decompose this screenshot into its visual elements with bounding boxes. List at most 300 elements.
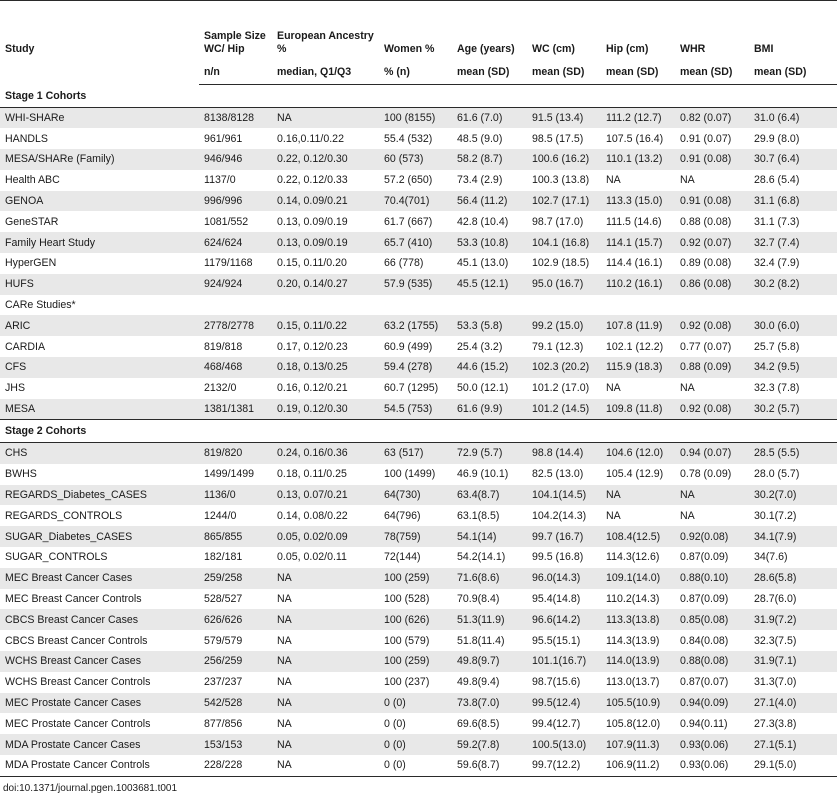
cell-sample-size: 819/820 — [199, 442, 272, 463]
cell-bmi: 31.1 (6.8) — [749, 191, 837, 212]
cell-women: 60.9 (499) — [384, 340, 433, 353]
cell-women: 66 (778) — [384, 257, 424, 270]
table-row — [0, 211, 837, 232]
cell-women: 100 (626) — [379, 609, 452, 630]
cell-women: 65.7 (410) — [379, 232, 452, 253]
cell-bmi: 34.1(7.9) — [749, 526, 837, 547]
cell-study: CHS — [0, 442, 199, 463]
subheader-sample-size: n/n — [199, 59, 272, 85]
cell-wc: 102.7 (17.1) — [527, 191, 601, 212]
cell-hip: NA — [606, 509, 621, 522]
cell-women: 100 (259) — [379, 651, 452, 672]
cell-whr: NA — [680, 509, 695, 522]
table-row — [0, 128, 837, 149]
cell-study: SUGAR_Diabetes_CASES — [0, 526, 199, 547]
header-wc: WC (cm) — [532, 43, 575, 55]
cell-hip: 107.5 (16.4) — [606, 132, 664, 145]
cell-wc: 101.2 (14.5) — [527, 399, 601, 420]
cell-hip: 106.9(11.2) — [601, 755, 675, 776]
cell-sample-size: 1136/0 — [199, 485, 272, 506]
cell-women: 54.5 (753) — [379, 399, 452, 420]
cell-women: 100 (528) — [384, 592, 430, 605]
table-row — [0, 693, 837, 714]
cell-age: 61.6 (7.0) — [452, 107, 527, 128]
cell-whr: 0.93(0.06) — [675, 755, 749, 776]
cell-hip: 102.1 (12.2) — [606, 340, 664, 353]
cell-age: 61.6 (9.9) — [452, 399, 527, 420]
cell-sample-size: 865/855 — [199, 526, 272, 547]
cell-wc: 99.7 (16.7) — [527, 526, 601, 547]
cell-whr: 0.91 (0.08) — [675, 149, 749, 170]
cell-ancestry: NA — [272, 734, 379, 755]
cell-sample-size: 1499/1499 — [204, 468, 255, 481]
cell-hip: 105.5(10.9) — [601, 693, 675, 714]
section-label: Stage 1 Cohorts — [0, 85, 837, 108]
cell-study: REGARDS_CONTROLS — [5, 509, 123, 522]
cell-age: 69.6(8.5) — [457, 717, 500, 730]
cell-hip: 111.2 (12.7) — [601, 107, 675, 128]
cell-bmi: 32.7 (7.4) — [749, 232, 837, 253]
cell-study: SUGAR_CONTROLS — [5, 551, 108, 564]
cell-sample-size: 1244/0 — [204, 509, 237, 522]
table-row — [0, 149, 837, 170]
table-row — [0, 630, 837, 651]
cell-study: MESA/SHARe (Family) — [0, 149, 199, 170]
cell-study: WCHS Breast Cancer Cases — [0, 651, 199, 672]
cell-hip: 114.0(13.9) — [601, 651, 675, 672]
table-row — [0, 170, 837, 191]
cell-women: 78(759) — [379, 526, 452, 547]
cell-bmi: 28.6 (5.4) — [754, 174, 800, 187]
cell-ancestry: 0.16,0.11/0.22 — [277, 132, 344, 145]
cell-study: CARDIA — [5, 340, 46, 353]
cell-wc: 98.5 (17.5) — [532, 132, 584, 145]
cell-women: 60 (573) — [379, 149, 452, 170]
cell-hip: NA — [606, 174, 621, 187]
cell-hip: 107.9(11.3) — [601, 734, 675, 755]
cell-study: BWHS — [5, 468, 37, 481]
subgroup-label-row — [0, 295, 837, 316]
cell-whr: 0.92 (0.08) — [675, 399, 749, 420]
cell-hip: 105.8(12.0) — [606, 717, 661, 730]
cell-hip: 110.2 (16.1) — [601, 274, 675, 295]
cell-wc: 95.0 (16.7) — [527, 274, 601, 295]
cell-bmi: 29.1(5.0) — [749, 755, 837, 776]
cell-wc: 98.7(15.6) — [532, 676, 581, 689]
subheader-whr: mean (SD) — [675, 59, 749, 85]
cell-women: 63.2 (1755) — [379, 315, 452, 336]
cell-sample-size: 946/946 — [199, 149, 272, 170]
subheader-women: % (n) — [379, 59, 452, 85]
cell-whr: 0.87(0.07) — [680, 676, 729, 689]
cell-age: 49.8(9.7) — [452, 651, 527, 672]
header-whr: WHR — [680, 43, 706, 55]
cell-age: 73.8(7.0) — [452, 693, 527, 714]
table-row — [0, 336, 837, 357]
cell-sample-size: 259/258 — [199, 568, 272, 589]
table-row — [0, 232, 837, 253]
cell-whr: 0.92 (0.07) — [675, 232, 749, 253]
section-label: Stage 2 Cohorts — [0, 420, 837, 443]
cell-bmi: 34(7.6) — [754, 551, 788, 564]
table-row — [0, 568, 837, 589]
cell-whr: 0.88 (0.08) — [680, 215, 732, 228]
cell-sample-size: 819/818 — [204, 340, 243, 353]
cell-sample-size: 1081/552 — [204, 215, 249, 228]
cell-bmi: 31.9(7.2) — [749, 609, 837, 630]
subheader-hip: mean (SD) — [601, 59, 675, 85]
cell-whr: 0.87(0.09) — [680, 592, 729, 605]
header-ancestry: European Ancestry % — [277, 30, 374, 55]
cell-study: WCHS Breast Cancer Controls — [5, 676, 151, 689]
cell-ancestry: NA — [272, 568, 379, 589]
table-row — [0, 651, 837, 672]
cell-age: 48.5 (9.0) — [457, 132, 503, 145]
cell-wc: 99.2 (15.0) — [527, 315, 601, 336]
cell-ancestry: 0.16, 0.12/0.21 — [277, 382, 348, 395]
cell-hip: NA — [606, 382, 621, 395]
cell-study: HyperGEN — [5, 257, 57, 270]
cell-sample-size: 256/259 — [199, 651, 272, 672]
cell-age: 46.9 (10.1) — [457, 468, 509, 481]
cell-age: 56.4 (11.2) — [452, 191, 527, 212]
cell-ancestry: NA — [272, 693, 379, 714]
cell-wc: 99.5(12.4) — [527, 693, 601, 714]
cell-women: 60.7 (1295) — [384, 382, 439, 395]
cell-study: Family Heart Study — [0, 232, 199, 253]
cell-whr: 0.82 (0.07) — [675, 107, 749, 128]
cell-bmi: 32.3 (7.8) — [754, 382, 800, 395]
cell-wc: 100.6 (16.2) — [527, 149, 601, 170]
cell-women: 57.9 (535) — [379, 274, 452, 295]
top-rule — [0, 0, 837, 1]
cell-hip: 115.9 (18.3) — [601, 357, 675, 378]
cell-ancestry: 0.22, 0.12/0.33 — [277, 174, 348, 187]
cell-ancestry: 0.13, 0.09/0.19 — [277, 215, 348, 228]
cell-ancestry: 0.19, 0.12/0.30 — [272, 399, 379, 420]
table-row — [0, 485, 837, 506]
table-row — [0, 274, 837, 295]
cell-study: ARIC — [0, 315, 199, 336]
table-row — [0, 547, 837, 568]
cell-study: MESA — [0, 399, 199, 420]
table-row — [0, 755, 837, 776]
cell-ancestry: 0.22, 0.12/0.30 — [272, 149, 379, 170]
cell-women: 100 (579) — [384, 634, 430, 647]
cell-whr: 0.94(0.09) — [675, 693, 749, 714]
cell-women: 0 (0) — [384, 717, 406, 730]
cell-whr: 0.91 (0.08) — [675, 191, 749, 212]
cell-bmi: 28.5 (5.5) — [749, 442, 837, 463]
cell-age: 58.2 (8.7) — [452, 149, 527, 170]
cell-sample-size: 924/924 — [199, 274, 272, 295]
cell-bmi: 30.2 (5.7) — [749, 399, 837, 420]
cell-age: 51.3(11.9) — [452, 609, 527, 630]
table-row — [0, 378, 837, 399]
cell-wc: 104.1 (16.8) — [527, 232, 601, 253]
cell-hip: 114.3(12.6) — [606, 551, 660, 564]
cell-age: 25.4 (3.2) — [457, 340, 503, 353]
cell-wc: 99.4(12.7) — [532, 717, 581, 730]
cell-women: 64(730) — [379, 485, 452, 506]
cell-hip: 107.8 (11.9) — [601, 315, 675, 336]
cell-wc: 91.5 (13.4) — [527, 107, 601, 128]
cell-women: 63 (517) — [379, 442, 452, 463]
cell-ancestry: 0.05, 0.02/0.09 — [272, 526, 379, 547]
cell-wc: 79.1 (12.3) — [532, 340, 584, 353]
cell-whr: 0.92 (0.08) — [675, 315, 749, 336]
cell-sample-size: 468/468 — [199, 357, 272, 378]
cell-wc: 95.4(14.8) — [532, 592, 581, 605]
cell-study: Health ABC — [5, 174, 60, 187]
cell-sample-size: 1179/1168 — [204, 257, 253, 270]
cell-bmi: 27.1(4.0) — [749, 693, 837, 714]
cell-ancestry: NA — [277, 676, 292, 689]
header-study: Study — [5, 43, 35, 55]
cell-wc: 96.6(14.2) — [527, 609, 601, 630]
cell-women: 100 (1499) — [384, 468, 436, 481]
table-row — [0, 505, 837, 526]
cell-sample-size: 2132/0 — [204, 382, 237, 395]
cell-study: GeneSTAR — [5, 215, 59, 228]
cell-sample-size: 237/237 — [204, 676, 243, 689]
cell-whr: 0.88 (0.09) — [675, 357, 749, 378]
cell-hip: 113.0(13.7) — [606, 676, 660, 689]
cell-ancestry: 0.18, 0.13/0.25 — [272, 357, 379, 378]
cell-study: MDA Prostate Cancer Controls — [0, 755, 199, 776]
subheader-bmi: mean (SD) — [749, 59, 837, 85]
cell-sample-size: 153/153 — [199, 734, 272, 755]
cell-sample-size: 542/528 — [199, 693, 272, 714]
table-row — [0, 672, 837, 693]
cell-sample-size: 961/961 — [204, 132, 243, 145]
cell-women: 0 (0) — [379, 755, 452, 776]
cell-hip: 109.1(14.0) — [601, 568, 675, 589]
subheader-wc: mean (SD) — [527, 59, 601, 85]
cell-wc: 82.5 (13.0) — [532, 468, 584, 481]
table-row — [0, 253, 837, 274]
cell-wc: 95.5(15.1) — [532, 634, 581, 647]
cell-bmi: 27.1(5.1) — [749, 734, 837, 755]
cell-whr: 0.93(0.06) — [675, 734, 749, 755]
doi-caption: doi:10.1371/journal.pgen.1003681.t001 — [3, 783, 178, 794]
cell-sample-size: 996/996 — [199, 191, 272, 212]
cell-sample-size: 1137/0 — [204, 174, 236, 187]
table-row — [0, 464, 837, 485]
table-row — [0, 734, 837, 755]
cell-age: 53.3 (10.8) — [452, 232, 527, 253]
cell-hip: 114.3(13.9) — [606, 634, 660, 647]
cell-wc: 100.3 (13.8) — [532, 174, 590, 187]
cell-bmi: 34.2 (9.5) — [749, 357, 837, 378]
table-body — [0, 85, 837, 777]
cell-women: 55.4 (532) — [384, 132, 433, 145]
cell-hip: 114.4 (16.1) — [606, 257, 663, 270]
header-row — [0, 0, 837, 59]
cell-bmi: 31.9(7.1) — [749, 651, 837, 672]
header-sample-size: Sample Size WC/ Hip — [204, 30, 266, 55]
cell-whr: 0.85(0.08) — [675, 609, 749, 630]
cell-age: 72.9 (5.7) — [452, 442, 527, 463]
cell-ancestry: NA — [277, 592, 292, 605]
cell-wc: 100.5(13.0) — [527, 734, 601, 755]
cell-age: 70.9(8.4) — [457, 592, 500, 605]
subheader-age: mean (SD) — [452, 59, 527, 85]
cell-study: MEC Breast Cancer Controls — [5, 592, 142, 605]
cell-bmi: 28.6(5.8) — [749, 568, 837, 589]
cell-whr: 0.84(0.08) — [680, 634, 729, 647]
cell-bmi: 30.7 (6.4) — [749, 149, 837, 170]
cell-age: 54.1(14) — [452, 526, 527, 547]
table-row — [0, 713, 837, 734]
cell-women: 100 (237) — [384, 676, 430, 689]
cell-sample-size: 877/856 — [204, 717, 243, 730]
cell-age: 45.1 (13.0) — [457, 257, 509, 270]
cell-study: HANDLS — [5, 132, 48, 145]
cell-age: 50.0 (12.1) — [457, 382, 509, 395]
cell-whr: 0.89 (0.08) — [680, 257, 732, 270]
cell-whr: 0.92(0.08) — [675, 526, 749, 547]
cell-hip: 104.6 (12.0) — [601, 442, 675, 463]
cell-sample-size: 1381/1381 — [199, 399, 272, 420]
cell-study: MDA Prostate Cancer Cases — [0, 734, 199, 755]
cell-wc: 99.5 (16.8) — [532, 551, 584, 564]
header-hip: Hip (cm) — [606, 43, 649, 55]
table-row — [0, 315, 837, 336]
cell-hip: 109.8 (11.8) — [601, 399, 675, 420]
cell-bmi: 32.4 (7.9) — [754, 257, 800, 270]
section-header-row — [0, 85, 837, 108]
cell-bmi: 30.2(7.0) — [749, 485, 837, 506]
cell-study: CFS — [0, 357, 199, 378]
cell-women: 70.4(701) — [379, 191, 452, 212]
cell-wc: 104.2(14.3) — [532, 509, 587, 522]
cell-bmi: 25.7 (5.8) — [754, 340, 800, 353]
table-row — [0, 589, 837, 610]
header-age: Age (years) — [457, 43, 515, 55]
subheader-ancestry: median, Q1/Q3 — [272, 59, 379, 85]
table-row — [0, 107, 837, 128]
cell-hip: 113.3(13.8) — [601, 609, 675, 630]
cell-bmi: 28.7(6.0) — [754, 592, 797, 605]
cell-whr: NA — [680, 382, 695, 395]
cell-whr: NA — [680, 174, 695, 187]
cell-wc: 102.9 (18.5) — [532, 257, 590, 270]
cell-women: 100 (259) — [379, 568, 452, 589]
cell-wc: 101.2 (17.0) — [532, 382, 590, 395]
table-row — [0, 191, 837, 212]
cell-ancestry: NA — [272, 755, 379, 776]
cell-whr: 0.94(0.11) — [680, 717, 728, 730]
cell-women: 61.7 (667) — [384, 215, 433, 228]
cell-bmi: 31.3(7.0) — [754, 676, 797, 689]
cell-study: MEC Breast Cancer Cases — [0, 568, 199, 589]
header-bmi: BMI — [754, 43, 774, 55]
cell-age: 63.1(8.5) — [457, 509, 500, 522]
cell-whr: 0.88(0.10) — [675, 568, 749, 589]
cell-bmi: 31.1 (7.3) — [754, 215, 800, 228]
cell-women: 72(144) — [384, 551, 421, 564]
cell-hip: 108.4(12.5) — [601, 526, 675, 547]
cell-wc: 96.0(14.3) — [527, 568, 601, 589]
cell-women: 57.2 (650) — [384, 174, 433, 187]
cell-sample-size: 182/181 — [204, 551, 243, 564]
cell-ancestry: 0.20, 0.14/0.27 — [272, 274, 379, 295]
cell-sample-size: 228/228 — [199, 755, 272, 776]
cell-ancestry: 0.17, 0.12/0.23 — [277, 340, 348, 353]
cell-sample-size: 2778/2778 — [199, 315, 272, 336]
cell-study: HUFS — [0, 274, 199, 295]
cell-study: MEC Prostate Cancer Cases — [0, 693, 199, 714]
cell-age: 49.8(9.4) — [457, 676, 500, 689]
cell-hip: 105.4 (12.9) — [606, 468, 664, 481]
cell-hip: 110.2(14.3) — [606, 592, 660, 605]
cell-hip: NA — [601, 485, 675, 506]
cell-ancestry: 0.13, 0.09/0.19 — [272, 232, 379, 253]
cell-ancestry: 0.18, 0.11/0.25 — [277, 468, 347, 481]
cell-bmi: 30.1(7.2) — [754, 509, 797, 522]
cell-sample-size: 528/527 — [204, 592, 243, 605]
cell-study: REGARDS_Diabetes_CASES — [0, 485, 199, 506]
cell-ancestry: NA — [272, 609, 379, 630]
table-row — [0, 609, 837, 630]
cell-wc: 98.8 (14.4) — [527, 442, 601, 463]
cell-sample-size: 624/624 — [199, 232, 272, 253]
cell-hip: 111.5 (14.6) — [606, 215, 662, 228]
cell-wc: 101.1(16.7) — [527, 651, 601, 672]
cell-hip: 110.1 (13.2) — [601, 149, 675, 170]
cell-age: 45.5 (12.1) — [452, 274, 527, 295]
cell-sample-size: 626/626 — [199, 609, 272, 630]
cell-women: 59.4 (278) — [379, 357, 452, 378]
header-women: Women % — [384, 43, 435, 55]
cell-sample-size: 8138/8128 — [199, 107, 272, 128]
cell-bmi: 28.0 (5.7) — [754, 468, 800, 481]
cell-wc: 99.7(12.2) — [527, 755, 601, 776]
cell-wc: 98.7 (17.0) — [532, 215, 584, 228]
cell-study: CBCS Breast Cancer Controls — [5, 634, 148, 647]
subheader-row — [0, 59, 837, 85]
cell-study: JHS — [5, 382, 26, 395]
cell-ancestry: 0.14, 0.09/0.21 — [272, 191, 379, 212]
cell-ancestry: NA — [272, 651, 379, 672]
cell-wc: 104.1(14.5) — [527, 485, 601, 506]
cell-ancestry: NA — [277, 634, 292, 647]
cell-study: GENOA — [0, 191, 199, 212]
cell-ancestry: NA — [277, 717, 292, 730]
cell-ancestry: 0.15, 0.11/0.20 — [277, 257, 347, 270]
cell-study: CBCS Breast Cancer Cases — [0, 609, 199, 630]
table-row — [0, 357, 837, 378]
cell-sample-size: 579/579 — [204, 634, 243, 647]
cell-wc: 102.3 (20.2) — [527, 357, 601, 378]
cell-bmi: 31.0 (6.4) — [749, 107, 837, 128]
cell-study: MEC Prostate Cancer Controls — [5, 717, 151, 730]
cell-women: 0 (0) — [379, 734, 452, 755]
cell-bmi: 27.3(3.8) — [754, 717, 797, 730]
cell-age: 51.8(11.4) — [457, 634, 505, 647]
cell-bmi: 30.2 (8.2) — [749, 274, 837, 295]
cell-hip: 113.3 (15.0) — [601, 191, 675, 212]
cell-whr: 0.91 (0.07) — [680, 132, 732, 145]
cell-whr: 0.94 (0.07) — [675, 442, 749, 463]
cell-age: 54.2(14.1) — [457, 551, 506, 564]
cell-age: 59.6(8.7) — [452, 755, 527, 776]
cell-women: 0 (0) — [379, 693, 452, 714]
cell-hip: 114.1 (15.7) — [601, 232, 675, 253]
cell-bmi: 30.0 (6.0) — [749, 315, 837, 336]
cell-bmi: 32.3(7.5) — [754, 634, 797, 647]
